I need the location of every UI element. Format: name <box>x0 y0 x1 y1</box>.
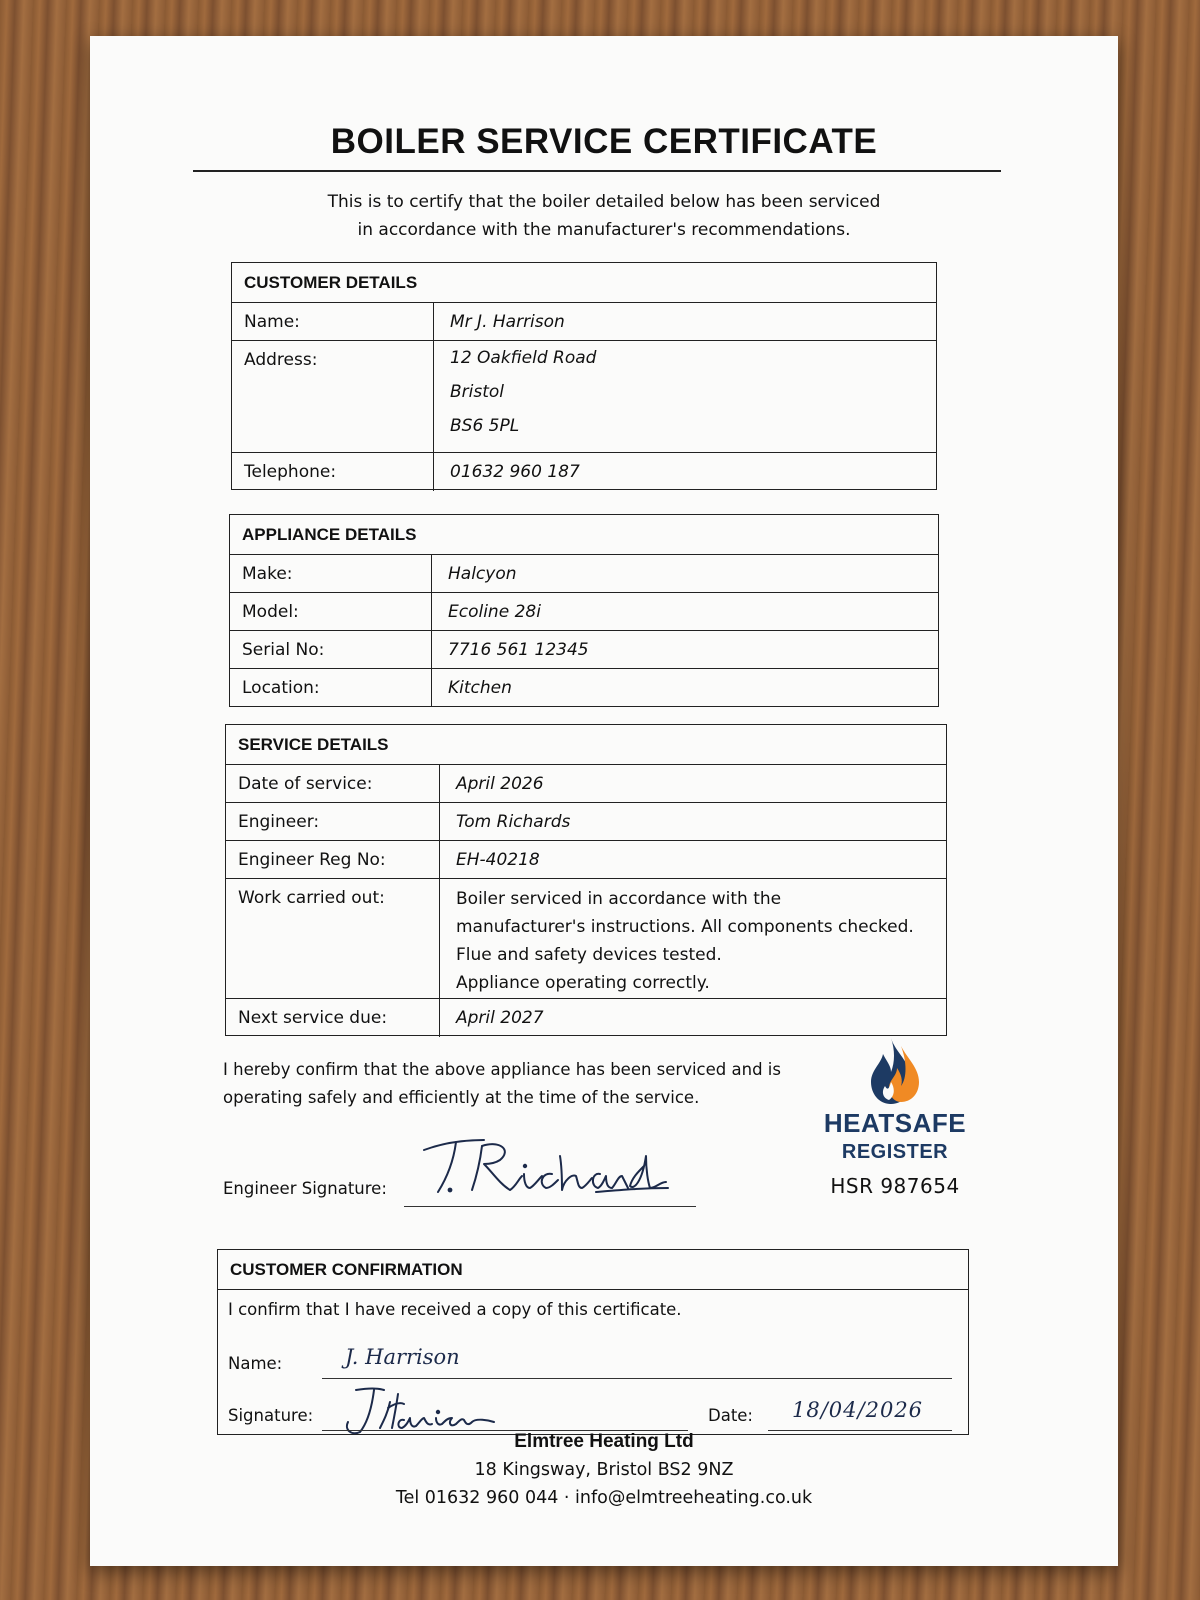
customer-confirm-name-line <box>322 1378 952 1379</box>
engineer-signature-label: Engineer Signature: <box>223 1179 387 1198</box>
intro-line-2: in accordance with the manufacturer's recommendations. <box>357 220 851 240</box>
service-details-table <box>225 724 947 1036</box>
customer-signature-label: Signature: <box>228 1406 314 1425</box>
flame-icon <box>867 1036 923 1106</box>
customer-telephone-row <box>232 453 936 491</box>
service-work-label: Work carried out: <box>226 879 440 998</box>
address-line-2: Bristol <box>450 382 505 402</box>
customer-confirm-name-value: J. Harrison <box>345 1345 460 1369</box>
work-line-3: Flue and safety devices tested. <box>456 945 722 965</box>
register-brand-line-2: REGISTER <box>841 1141 949 1163</box>
customer-date-value: 18/04/2026 <box>792 1398 924 1422</box>
title-divider <box>193 170 1001 172</box>
service-work-row <box>226 879 946 999</box>
intro-line-1: This is to certify that the boiler detailed below has been serviced <box>327 192 881 212</box>
customer-date-label: Date: <box>708 1406 753 1425</box>
appliance-location-value: Kitchen <box>448 678 512 698</box>
appliance-location-row <box>230 669 938 707</box>
service-date-row <box>226 765 946 803</box>
appliance-serial-row <box>230 631 938 669</box>
engineer-signature <box>420 1126 670 1206</box>
appliance-make-value: Halcyon <box>448 564 517 584</box>
appliance-details-table <box>229 514 939 707</box>
service-engineer-label: Engineer: <box>226 803 440 840</box>
customer-address-value <box>434 341 936 452</box>
customer-name-value: Mr J. Harrison <box>450 312 565 332</box>
service-details-heading: SERVICE DETAILS <box>226 725 946 765</box>
work-line-4: Appliance operating correctly. <box>456 973 710 993</box>
company-name: Elmtree Heating Ltd <box>514 1431 694 1452</box>
appliance-serial-value: 7716 561 12345 <box>448 640 589 660</box>
register-number: HSR 987654 <box>830 1174 960 1198</box>
appliance-make-label: Make: <box>230 555 432 592</box>
appliance-model-row <box>230 593 938 631</box>
company-contact: Tel 01632 960 044 · info@elmtreeheating.co.uk <box>395 1488 813 1508</box>
intro-text <box>90 188 1118 244</box>
service-engineer-row <box>226 803 946 841</box>
certificate-page <box>90 36 1118 1566</box>
register-brand-line-1: HEATSAFE <box>823 1108 967 1138</box>
service-reg-value: EH-40218 <box>456 850 540 870</box>
appliance-location-label: Location: <box>230 669 432 707</box>
engineer-confirmation-text <box>223 1056 823 1112</box>
service-reg-label: Engineer Reg No: <box>226 841 440 878</box>
service-reg-row <box>226 841 946 879</box>
service-next-row <box>226 999 946 1037</box>
heatsafe-register-logo <box>820 1036 970 1198</box>
appliance-details-heading: APPLIANCE DETAILS <box>230 515 938 555</box>
engineer-confirmation-line-1: I hereby confirm that the above appliance has been serviced and is <box>223 1060 781 1079</box>
service-date-value: April 2026 <box>456 774 544 794</box>
service-engineer-value: Tom Richards <box>456 812 571 832</box>
customer-address-row <box>232 341 936 453</box>
customer-confirmation-statement: I confirm that I have received a copy of this certificate. <box>228 1300 682 1319</box>
work-line-2: manufacturer's instructions. All components checked. <box>456 917 914 937</box>
appliance-model-label: Model: <box>230 593 432 630</box>
customer-confirmation-box <box>217 1249 969 1435</box>
customer-telephone-label: Telephone: <box>232 453 434 491</box>
appliance-model-value: Ecoline 28i <box>448 602 541 622</box>
customer-telephone-value: 01632 960 187 <box>450 462 580 482</box>
service-date-label: Date of service: <box>226 765 440 802</box>
customer-details-table <box>231 262 937 490</box>
page-title: BOILER SERVICE CERTIFICATE <box>330 122 878 161</box>
customer-confirmation-heading: CUSTOMER CONFIRMATION <box>218 1250 968 1290</box>
service-next-value: April 2027 <box>456 1008 544 1028</box>
address-line-1: 12 Oakfield Road <box>450 348 597 368</box>
engineer-signature-line <box>404 1206 696 1207</box>
company-footer <box>90 1428 1118 1512</box>
customer-name-label: Name: <box>232 303 434 340</box>
engineer-confirmation-line-2: operating safely and efficiently at the time of the service. <box>223 1088 700 1107</box>
service-next-label: Next service due: <box>226 999 440 1037</box>
customer-name-row <box>232 303 936 341</box>
appliance-serial-label: Serial No: <box>230 631 432 668</box>
address-line-3: BS6 5PL <box>450 416 520 436</box>
appliance-make-row <box>230 555 938 593</box>
customer-details-heading: CUSTOMER DETAILS <box>232 263 936 303</box>
customer-confirm-name-label: Name: <box>228 1354 283 1373</box>
service-work-value <box>440 879 946 998</box>
company-address: 18 Kingsway, Bristol BS2 9NZ <box>474 1460 734 1480</box>
customer-address-label: Address: <box>232 341 434 452</box>
work-line-1: Boiler serviced in accordance with the <box>456 889 782 909</box>
